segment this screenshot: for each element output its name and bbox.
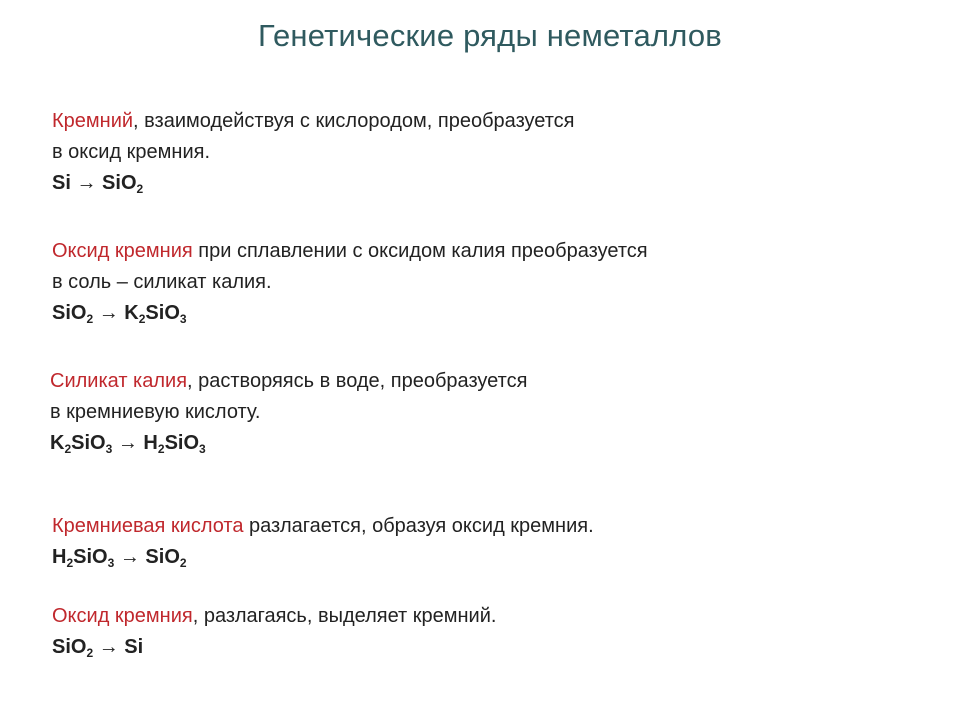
formula: $SiO_2 \to K_2SiO_3$ bbox=[52, 302, 187, 326]
reaction-block-1 bbox=[52, 106, 575, 199]
formula: $K_2SiO_3 \to H_2SiO_3$ bbox=[50, 432, 206, 456]
formula: Si → SiO$_2$ bbox=[52, 172, 144, 196]
description-text: разлагается, образуя оксид кремния. bbox=[243, 515, 594, 537]
description-line-2: в оксид кремния. bbox=[52, 141, 211, 163]
reaction-block-5 bbox=[52, 601, 496, 663]
highlight-term: Кремний bbox=[52, 110, 134, 132]
formula: SiO$_2$ → Si bbox=[52, 636, 144, 660]
reaction-block-3 bbox=[50, 366, 527, 459]
description-line-1 bbox=[52, 236, 648, 267]
highlight-term: Оксид кремния bbox=[52, 605, 193, 627]
highlight-term: Кремниевая кислота bbox=[52, 515, 244, 537]
reaction-block-4 bbox=[52, 511, 594, 573]
description-line-1 bbox=[52, 511, 594, 542]
description-line-1 bbox=[52, 601, 496, 632]
description-line-1 bbox=[50, 366, 527, 397]
description-text: при сплавлении с оксидом калия преобразуется bbox=[192, 240, 648, 262]
reaction-block-2 bbox=[52, 236, 648, 329]
description-text: , взаимодействуя с кислородом, преобразуется bbox=[133, 110, 575, 132]
description-line-2: в кремниевую кислоту. bbox=[50, 401, 261, 423]
highlight-term: Оксид кремния bbox=[52, 240, 193, 262]
formula: $H_2SiO_3 \to SiO_2$ bbox=[52, 546, 187, 570]
slide-title: Генетические ряды неметаллов bbox=[258, 18, 722, 53]
description-text: , растворяясь в воде, преобразуется bbox=[187, 370, 528, 392]
highlight-term: Силикат калия bbox=[50, 370, 188, 392]
description-line-1 bbox=[52, 106, 575, 137]
description-text: , разлагаясь, выделяет кремний. bbox=[192, 605, 497, 627]
description-line-2: в соль – силикат калия. bbox=[52, 271, 272, 293]
